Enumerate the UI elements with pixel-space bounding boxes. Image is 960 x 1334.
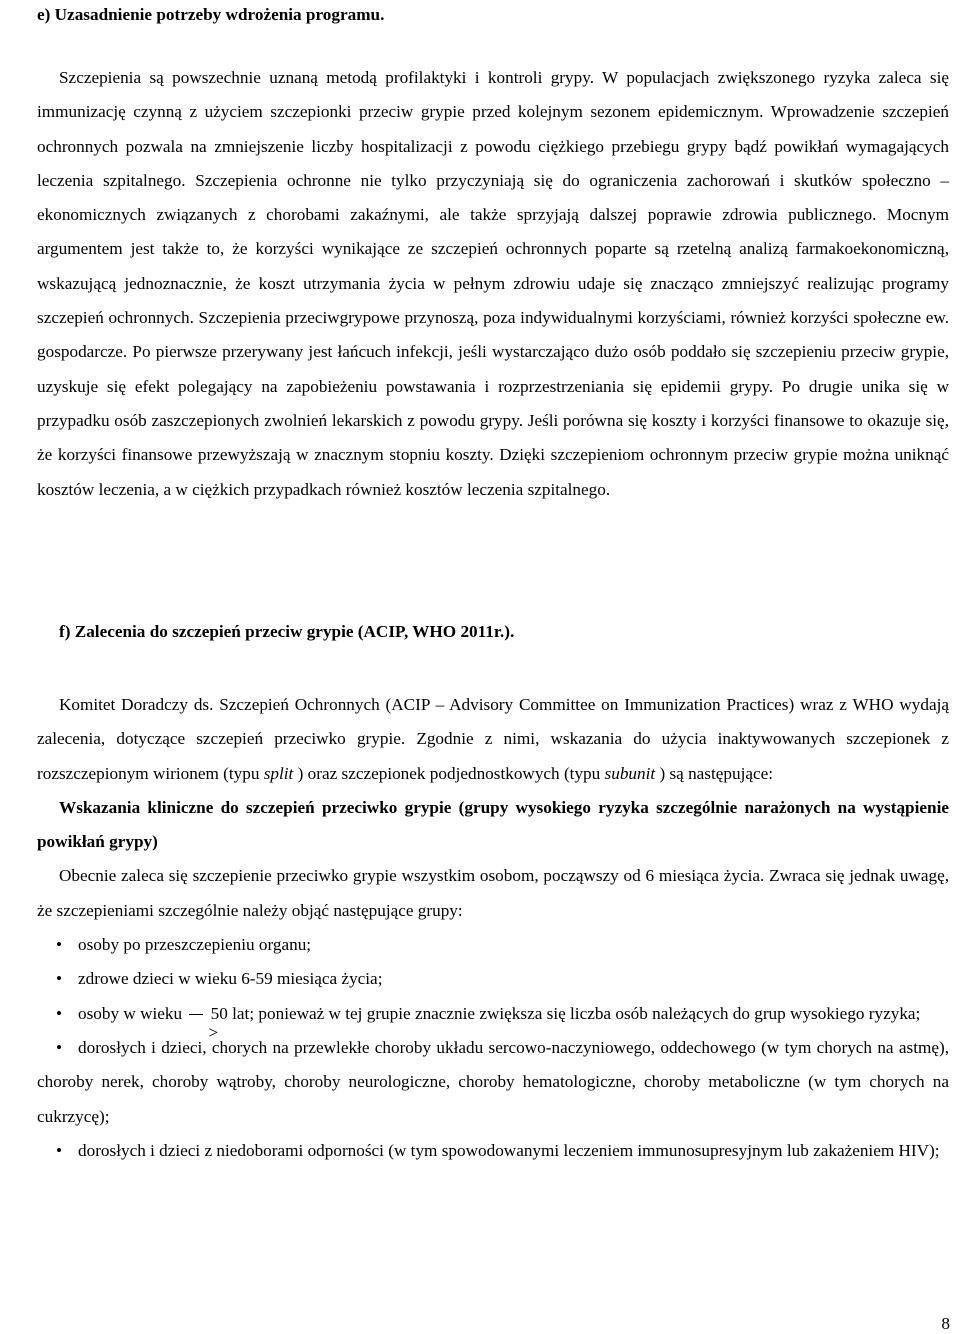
section-e-body (37, 61, 949, 507)
bullet-item (37, 962, 949, 996)
bullet-text: dorosłych i dzieci z niedoborami odporności (w tym spowodowanymi leczeniem immunosupresyjnym lub zakażeniem HIV); (78, 1140, 940, 1160)
recommendation-paragraph: Obecnie zaleca się szczepienie przeciwko grypie wszystkim osobom, począwszy od 6 miesiąca życia. Zwraca się jednak uwagę, że szczepieniami szczególnie należy objąć następujące grupy: (37, 866, 949, 920)
section-f-body (37, 688, 949, 1168)
bullet-icon: • (56, 935, 63, 955)
bullet-text: osoby po przeszczepieniu organu; (78, 935, 312, 955)
bullet-text-age-2: 50 lat; ponieważ w tej grupie znacznie zwiększa się liczba osób należących do grup wysokiego ryzyka; (206, 1003, 921, 1023)
bullet-icon: • (56, 969, 63, 989)
section-e-paragraph: Szczepienia są powszechnie uznaną metodą profilaktyki i kontroli grypy. W populacjach zwiększonego ryzyka zaleca się immunizację czynną z użyciem szczepionki przeciw grypie przed kolejnym sezonem epidemicznym. Wprowadzenie szczepień ochronnych pozwala na zmniejszenie liczby hospitalizacji z powodu ciężkiego przebiegu grypy bądź powikłań wymagających leczenia szpitalnego. Szczepienia ochronne nie tylko przyczyniają się do ograniczenia zachorowań i skutków społeczno – ekonomicznych związanych z chorobami zakaźnymi, ale także sprzyjają dalszej poprawie zdrowia publicznego. Mocnym argumentem jest także to, że korzyści wynikające ze szczepień ochronnych poparte są rzetelną analizą farmakoekonomiczną, wskazującą jednoznacznie, że koszt utrzymania życia w pełnym zdrowiu udaje się znacząco zmniejszyć realizując programy szczepień ochronnych. Szczepienia przeciwgrypowe przynoszą, poza indywidualnymi korzyściami, również korzyści społeczne ew. gospodarcze. Po pierwsze przerywany jest łańcuch infekcji, jeśli wystarczająco dużo osób poddało się szczepieniu przeciw grypie, uzyskuje się efekt polegający na zapobieżeniu powstawania i rozprzestrzeniania się epidemii grypy. Po drugie unika się w przypadku osób zaszczepionych zwolnień lekarskich z powodu grypy. Jeśli porówna się koszty i korzyści finansowe to okazuje się, że korzyści finansowe przewyższają w znacznym stopniu koszty. Dzięki szczepieniom ochronnym przeciw grypie można uniknąć kosztów leczenia, a w ciężkich przypadkach również kosztów leczenia szpitalnego. (37, 68, 949, 499)
section-e-heading: e) Uzasadnienie potrzeby wdrożenia programu. (37, 5, 385, 24)
bullet-text: zdrowe dzieci w wieku 6-59 miesiąca życia; (78, 969, 383, 989)
section-f-heading: f) Zalecenia do szczepień przeciw grypie (ACIP, WHO 2011r.). (59, 622, 515, 641)
clinical-indications-subheading: Wskazania kliniczne do szczepień przeciwko grypie (grupy wysokiego ryzyka szczególnie narażonych na wystąpienie powikłań grypy) (37, 797, 949, 852)
bullet-item (37, 928, 949, 962)
page-number: 8 (941, 1314, 950, 1333)
bullet-item (37, 1031, 949, 1134)
intro-text-2: ) oraz szczepionek podjednostkowych (typu (293, 763, 605, 783)
bullet-text-age-1: osoby w wieku (78, 1003, 187, 1023)
intro-text-1: Komitet Doradczy ds. Szczepień Ochronnych (ACIP – Advisory Committee on Immunization Practices) wraz z WHO wydają zalecenia, dotyczące szczepień przeciwko grypie. Zgodnie z nimi, wskazania do użycia inaktywowanych szczepionek z rozszczepionym wirionem (typu (37, 695, 949, 783)
bullet-icon: • (56, 1003, 63, 1023)
intro-text-3: ) są następujące: (655, 763, 774, 783)
bullet-icon: • (56, 1140, 63, 1160)
section-f-intro (37, 688, 949, 791)
intro-italic-split: split (263, 763, 294, 783)
bullet-item (37, 997, 949, 1031)
bullet-icon: • (56, 1037, 63, 1057)
intro-italic-subunit: subunit (604, 763, 656, 783)
bullet-text: dorosłych i dzieci, chorych na przewlekłe choroby układu sercowo-naczyniowego, oddechowego (w tym chorych na astmę), choroby nerek, choroby wątroby, choroby neurologiczne, choroby hematologiczne, choroby metaboliczne (w tym chorych na cukrzycę); (37, 1037, 949, 1126)
bullet-item (37, 1134, 949, 1168)
